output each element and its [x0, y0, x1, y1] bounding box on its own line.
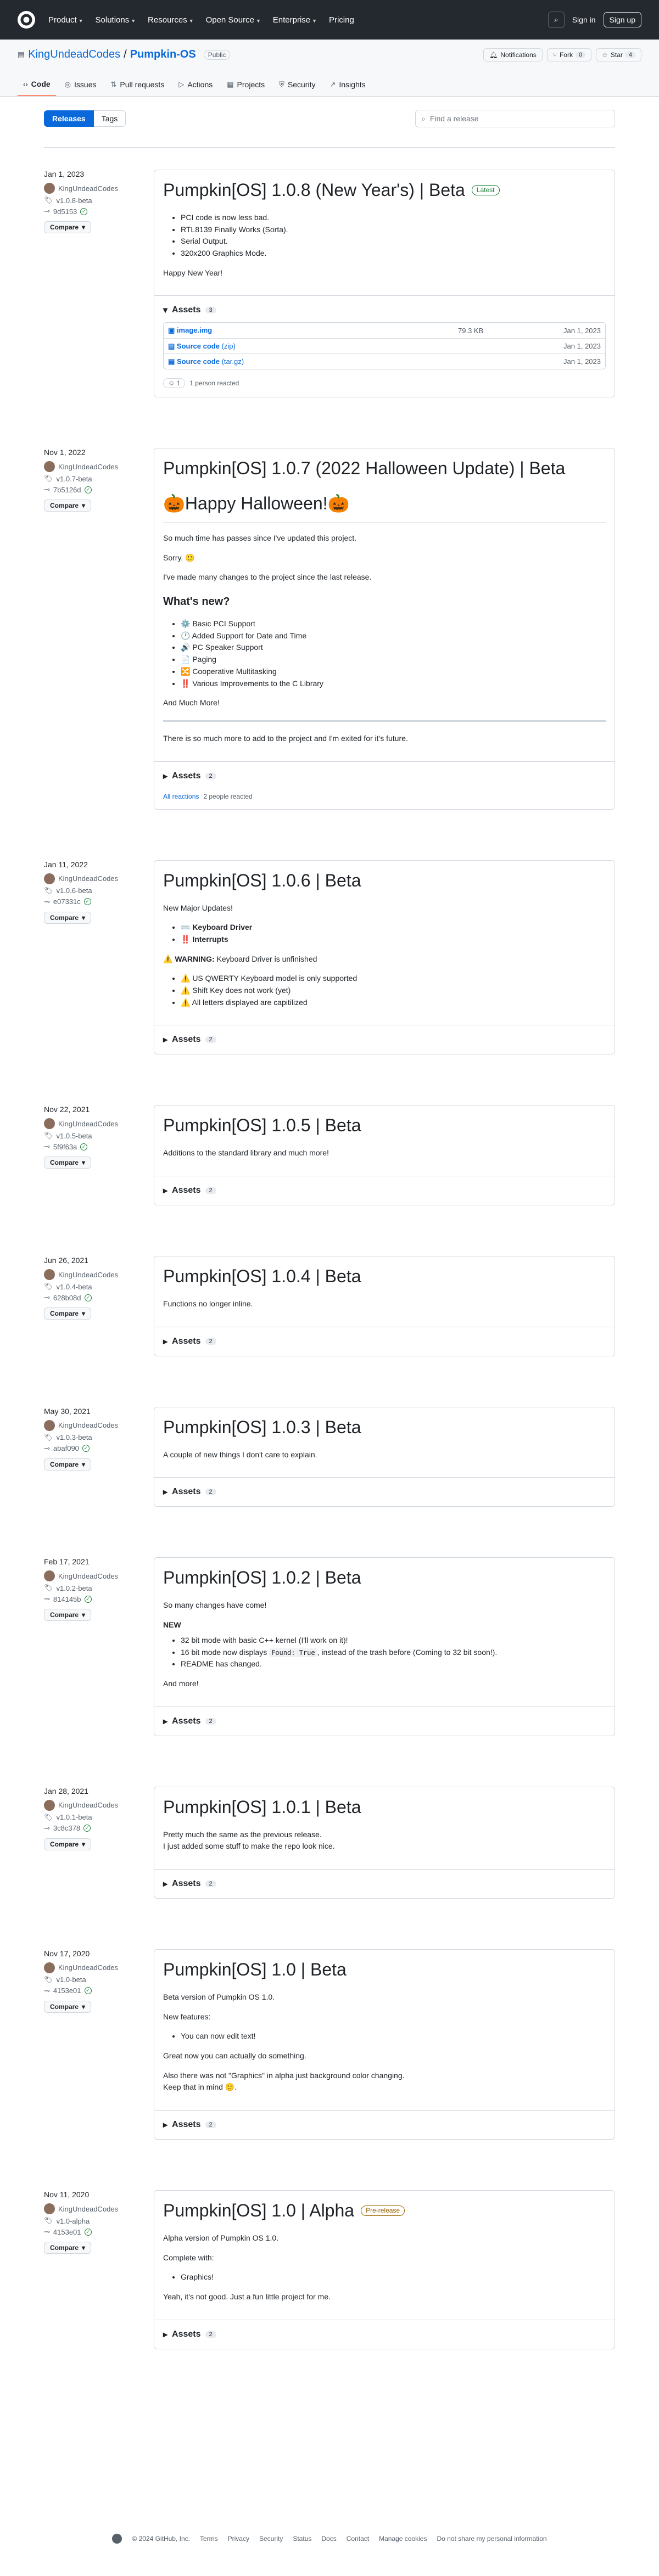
tag-link[interactable]: v1.0.1-beta: [56, 1813, 92, 1822]
commit-link[interactable]: 3c8c378: [53, 1824, 81, 1833]
release-card: [154, 170, 615, 397]
repo-icon: ▤: [18, 50, 25, 59]
avatar[interactable]: [44, 1800, 55, 1811]
compare-button[interactable]: Compare ▾: [44, 221, 91, 233]
list-item: • ‼️ Various Improvements to the C Library: [181, 678, 606, 690]
nav-solutions[interactable]: Solutions ▼: [95, 15, 136, 25]
avatar[interactable]: [44, 2203, 55, 2214]
all-reactions-link[interactable]: All reactions: [163, 792, 199, 800]
file-zip-icon: ▤: [168, 341, 175, 350]
tag-icon: 🏷︎: [44, 886, 53, 895]
compare-button[interactable]: Compare ▾: [44, 912, 91, 924]
release-title[interactable]: Pumpkin[OS] 1.0.8 (New Year's) | Beta: [163, 180, 465, 200]
commit-icon: ⊸: [44, 1293, 50, 1302]
verified-icon: ✓: [85, 486, 92, 493]
tag-link[interactable]: v1.0-alpha: [56, 2216, 90, 2225]
release-date: Jan 1, 2023: [44, 170, 85, 178]
avatar[interactable]: [44, 1570, 55, 1581]
list-item: • 16 bit mode now displays Found: True , instead of the trash before (Coming to 32 bit soon!).: [181, 1647, 606, 1659]
author-link[interactable]: KingUndeadCodes: [58, 874, 119, 883]
tag-icon: 🏷︎: [44, 2216, 53, 2225]
list-item: • 🔀 Cooperative Multitasking: [181, 666, 606, 678]
footer-link[interactable]: Status: [293, 2535, 312, 2543]
repo-owner-link[interactable]: KingUndeadCodes: [28, 48, 121, 60]
author-link[interactable]: KingUndeadCodes: [58, 462, 119, 471]
release-card: Pumpkin[OS] 1.0 | Alpha Pre-release Alpha version of Pumpkin OS 1.0. Complete with: • Graphics! Yeah, it's not good. Just a fun little project for me. ▸ Assets 2: [154, 2190, 615, 2349]
release-item: [44, 1087, 615, 1238]
list-item: • ⚠️ Shift Key does not work (yet): [181, 985, 606, 997]
release-card: Pumpkin[OS] 1.0.1 | Beta Pretty much the same as the previous release. I just added some stuff to make the repo look nice. ▸ Assets 2: [154, 1787, 615, 1899]
tag-link[interactable]: v1.0.6-beta: [56, 886, 92, 895]
author-link[interactable]: KingUndeadCodes: [58, 1572, 119, 1580]
release-card: Pumpkin[OS] 1.0.6 | Beta New Major Updates! • ⌨️ Keyboard Driver • ‼️ Interrupts ⚠️ WARNING: Keyboard Driver is unfinished • ⚠️ US QWERTY Keyboard model is only supported • ⚠️ Shift Key does not work (yet) • ⚠️ All letters displayed are capitilized ▸ Assets 2: [154, 860, 615, 1055]
tab-issues[interactable]: ◎ Issues: [64, 80, 97, 89]
avatar[interactable]: [44, 461, 55, 472]
release-date: Nov 11, 2020: [44, 2190, 90, 2199]
compare-button[interactable]: Compare ▾: [44, 1838, 91, 1850]
list-item: • Graphics!: [181, 2271, 606, 2283]
commit-icon: ⊸: [44, 207, 50, 215]
global-header: [0, 0, 659, 40]
list-item: • 📄 Paging: [181, 654, 606, 666]
tag-icon: 🏷︎: [44, 1282, 53, 1291]
verified-icon: ✓: [82, 1445, 90, 1452]
commit-icon: ⊸: [44, 1142, 50, 1151]
file-zip-icon: ▤: [168, 357, 175, 366]
release-item: [44, 430, 615, 842]
tag-link[interactable]: v1.0.2-beta: [56, 1584, 92, 1592]
repo-tabs: [18, 75, 371, 96]
verified-icon: ✓: [80, 1143, 87, 1150]
verified-icon: ✓: [85, 2229, 92, 2236]
footer-link[interactable]: Security: [259, 2535, 283, 2543]
site-footer: © 2024 GitHub, Inc. Terms Privacy Security Status Docs Contact Manage cookies Do not share my personal information: [0, 2534, 659, 2544]
actions-icon: ▷: [178, 80, 185, 88]
asset-row: ▤ Source code (zip) Jan 1, 2023: [164, 338, 605, 353]
search-icon[interactable]: ⌕: [548, 12, 565, 28]
release-title[interactable]: Pumpkin[OS] 1.0 | Alpha: [163, 2201, 355, 2221]
pr-icon: ⇅: [110, 80, 117, 88]
release-title[interactable]: Pumpkin[OS] 1.0.3 | Beta: [163, 1417, 361, 1437]
tag-icon: 🏷︎: [44, 1433, 53, 1441]
verified-icon: ✓: [83, 1825, 91, 1832]
author-link[interactable]: KingUndeadCodes: [58, 1270, 119, 1279]
release-card: Pumpkin[OS] 1.0.3 | Beta A couple of new things I don't care to explain. ▸ Assets 2: [154, 1407, 615, 1507]
release-card: Pumpkin[OS] 1.0.7 (2022 Halloween Update) | Beta 🎃Happy Halloween!🎃 So much time has passes since I've updated this project. Sorry. 🙁 I've made many changes to the project since the last release. What's new? • ⚙️ Basic PCI Support • 🕐 Added Support for Date and Time • 🔊 PC Speaker Support • 📄 Paging • 🔀 Cooperative Multitasking • ‼️ Various Improvements to the C Library And Much More! There is so much more to add to the project and I'm exited for it's future. ▸ Assets 2 All reactions 2 people reacted: [154, 448, 615, 809]
release-card: Pumpkin[OS] 1.0.5 | Beta Additions to the standard library and much more! ▸ Assets 2: [154, 1105, 615, 1205]
commit-icon: ⊸: [44, 1444, 50, 1452]
commit-link[interactable]: 814145b: [53, 1595, 81, 1603]
compare-button[interactable]: Compare ▾: [44, 500, 91, 512]
list-item: • PCI code is now less bad.: [181, 212, 606, 224]
release-item: [44, 1238, 615, 1389]
commit-icon: ⊸: [44, 1986, 50, 1995]
footer-link[interactable]: Contact: [346, 2535, 370, 2543]
repo-name-link[interactable]: Pumpkin-OS: [130, 48, 196, 60]
repo-header: ▤ KingUndeadCodes / Pumpkin-OS Public 🔔︎ Notifications ⑂ Fork 0 ☆ Star 4 ‹› Code ◎ Issues ⇅ Pull requests ▷ Actions ▦ Projects ⛨ Security ↗ Insights: [0, 40, 659, 97]
shield-icon: ⛨: [279, 80, 284, 88]
nav-pricing[interactable]: Pricing: [328, 15, 354, 25]
compare-button[interactable]: Compare ▾: [44, 2242, 91, 2254]
compare-button[interactable]: Compare ▾: [44, 2001, 91, 2013]
release-date: Jan 11, 2022: [44, 860, 88, 869]
tag-icon: 🏷︎: [44, 474, 53, 483]
release-date: Nov 22, 2021: [44, 1105, 90, 1114]
release-date: May 30, 2021: [44, 1406, 91, 1416]
release-item: [44, 2173, 615, 2349]
tag-link[interactable]: v1.0.4-beta: [56, 1282, 92, 1291]
release-item: [44, 1540, 615, 1769]
author-link[interactable]: KingUndeadCodes: [58, 2204, 119, 2213]
compare-button[interactable]: Compare ▾: [44, 1609, 91, 1621]
sign-up-button[interactable]: Sign up: [604, 12, 641, 27]
release-item: [44, 1389, 615, 1540]
release-title[interactable]: Pumpkin[OS] 1.0.4 | Beta: [163, 1266, 361, 1287]
commit-icon: ⊸: [44, 2227, 50, 2236]
list-item: • RTL8139 Finally Works (Sorta).: [181, 224, 606, 236]
tag-icon: 🏷︎: [44, 1812, 53, 1821]
commit-icon: ⊸: [44, 1595, 50, 1603]
main-nav: [48, 15, 364, 25]
verified-icon: ✓: [84, 898, 91, 905]
avatar[interactable]: [44, 1269, 55, 1280]
list-item: • ⌨️ Keyboard Driver: [181, 922, 606, 934]
assets-toggle[interactable]: ▸ Assets 2: [163, 1486, 606, 1497]
footer-link[interactable]: Docs: [321, 2535, 337, 2543]
bell-icon: 🔔︎: [489, 51, 498, 59]
assets-list: [163, 322, 606, 369]
commit-icon: ⊸: [44, 485, 50, 494]
projects-icon: ▦: [227, 80, 234, 88]
author-link[interactable]: KingUndeadCodes: [58, 184, 119, 193]
tag-link[interactable]: v1.0.8-beta: [56, 196, 92, 205]
asset-row: ▤ Source code (tar.gz) Jan 1, 2023: [164, 353, 605, 369]
github-logo-icon[interactable]: [112, 2534, 122, 2544]
tag-icon: 🏷︎: [44, 196, 53, 204]
release-title[interactable]: Pumpkin[OS] 1.0 | Beta: [163, 1959, 347, 1979]
star-button[interactable]: ☆ Star 4: [596, 48, 641, 61]
footer-link[interactable]: Privacy: [227, 2535, 249, 2543]
tag-link[interactable]: v1.0.5-beta: [56, 1131, 92, 1140]
assets-toggle[interactable]: ▸ Assets 2: [163, 771, 606, 782]
list-item: • 32 bit mode with basic C++ kernel (I'll work on it)!: [181, 1635, 606, 1647]
compare-button[interactable]: Compare ▾: [44, 1157, 91, 1169]
list-item: • README has changed.: [181, 1658, 606, 1670]
commit-link[interactable]: 5f9f63a: [53, 1142, 77, 1151]
list-item: • ⚙️ Basic PCI Support: [181, 618, 606, 630]
verified-icon: ✓: [85, 1294, 92, 1301]
commit-link[interactable]: 7b5126d: [53, 485, 81, 494]
compare-button[interactable]: Compare ▾: [44, 1307, 91, 1320]
release-date: Feb 17, 2021: [44, 1557, 90, 1567]
issue-icon: ◎: [64, 80, 71, 88]
author-link[interactable]: KingUndeadCodes: [58, 1421, 119, 1430]
assets-toggle[interactable]: ▸ Assets 2: [163, 2119, 606, 2130]
release-item: [44, 1932, 615, 2173]
assets-toggle[interactable]: ▸ Assets 2: [163, 1716, 606, 1727]
release-title[interactable]: Pumpkin[OS] 1.0.5 | Beta: [163, 1115, 361, 1136]
commit-link[interactable]: 4153e01: [53, 2227, 81, 2236]
verified-icon: ✓: [80, 208, 87, 215]
commit-link[interactable]: 628b08d: [53, 1293, 81, 1302]
star-icon: ☆: [602, 51, 608, 59]
author-link[interactable]: KingUndeadCodes: [58, 1801, 119, 1810]
find-release-input[interactable]: ⌕ Find a release: [415, 110, 615, 127]
author-link[interactable]: KingUndeadCodes: [58, 1963, 119, 1972]
tags-tab[interactable]: Tags: [94, 110, 126, 127]
tag-link[interactable]: v1.0.3-beta: [56, 1433, 92, 1442]
releases-tab[interactable]: Releases: [44, 110, 94, 127]
latest-badge: Latest: [472, 185, 500, 195]
tag-link[interactable]: v1.0.7-beta: [56, 474, 92, 483]
assets-toggle[interactable]: ▸ Assets 2: [163, 1336, 606, 1347]
footer-link[interactable]: Manage cookies: [379, 2535, 427, 2543]
nav-enterprise[interactable]: Enterprise ▼: [272, 15, 317, 25]
asset-row: ▣ image.img 79.3 KB Jan 1, 2023: [168, 326, 601, 335]
footer-link[interactable]: Terms: [199, 2535, 218, 2543]
avatar[interactable]: [44, 1118, 55, 1129]
tag-icon: 🏷︎: [44, 1975, 53, 1984]
list-item: • ‼️ Interrupts: [181, 934, 606, 946]
release-date: Nov 1, 2022: [44, 448, 86, 457]
release-item: [44, 1769, 615, 1932]
release-date: Jun 26, 2021: [44, 1256, 88, 1265]
footer-link[interactable]: Do not share my personal information: [437, 2535, 547, 2543]
nav-resources[interactable]: Resources ▼: [148, 15, 194, 25]
tab-code[interactable]: ‹› Code: [18, 75, 56, 96]
avatar[interactable]: [44, 183, 55, 194]
release-card: Pumpkin[OS] 1.0.2 | Beta So many changes have come! NEW • 32 bit mode with basic C++ kernel (I'll work on it)! • 16 bit mode now displays Found: True , instead of the trash before (Coming to 32 bit soon!). • README has changed. And more! ▸ Assets 2: [154, 1557, 615, 1736]
release-card: Pumpkin[OS] 1.0.4 | Beta Functions no longer inline. ▸ Assets 2: [154, 1256, 615, 1356]
release-date: Nov 17, 2020: [44, 1949, 90, 1958]
smiley-icon: ☺: [168, 379, 175, 388]
reaction-summary: 2 people reacted: [203, 792, 253, 800]
release-title[interactable]: Pumpkin[OS] 1.0.1 | Beta: [163, 1797, 361, 1817]
compare-button[interactable]: Compare ▾: [44, 1458, 91, 1471]
tag-icon: 🏷︎: [44, 1584, 53, 1592]
assets-toggle[interactable]: ▸ Assets 2: [163, 1878, 606, 1889]
release-item: [44, 148, 615, 430]
commit-link[interactable]: abaf090: [53, 1444, 79, 1453]
release-title[interactable]: Pumpkin[OS] 1.0.7 (2022 Halloween Update) | Beta: [163, 458, 566, 479]
assets-toggle[interactable]: ▸ Assets 2: [163, 1034, 606, 1045]
avatar[interactable]: [44, 873, 55, 884]
commit-link[interactable]: 4153e01: [53, 1986, 81, 1995]
commit-icon: ⊸: [44, 897, 50, 906]
tab-security[interactable]: ⛨ Security: [279, 80, 316, 89]
reaction-summary: 1 person reacted: [189, 379, 239, 388]
avatar[interactable]: [44, 1420, 55, 1431]
tag-link[interactable]: v1.0-beta: [56, 1976, 86, 1984]
visibility-badge: Public: [204, 50, 231, 60]
tab-actions[interactable]: ▷ Actions: [178, 80, 213, 89]
code-icon: ‹›: [23, 80, 28, 88]
warning-text: ⚠️ WARNING: Keyboard Driver is unfinished: [163, 954, 317, 963]
release-date: Jan 28, 2021: [44, 1786, 88, 1795]
release-title[interactable]: Pumpkin[OS] 1.0.6 | Beta: [163, 870, 361, 890]
release-text: Happy New Year!: [163, 268, 223, 277]
fork-icon: ⑂: [552, 51, 557, 59]
author-link[interactable]: KingUndeadCodes: [58, 1119, 119, 1128]
release-card: Pumpkin[OS] 1.0 | Beta Beta version of Pumpkin OS 1.0. New features: • You can now edit text! Great now you can actually do something. Also there was not "Graphics" in alpha just background color changing. Keep that in mind 🙂. ▸ Assets 2: [154, 1949, 615, 2140]
assets-toggle[interactable]: ▾ Assets 3: [163, 305, 606, 316]
tag-icon: 🏷︎: [44, 1131, 53, 1140]
search-icon: ⌕: [421, 114, 426, 123]
commit-icon: ⊸: [44, 1823, 50, 1832]
nav-open-source[interactable]: Open Source ▼: [205, 15, 261, 25]
tab-projects[interactable]: ▦ Projects: [227, 80, 265, 89]
graph-icon: ↗: [330, 80, 336, 88]
commit-link[interactable]: e07331c: [53, 897, 81, 906]
list-item: • Serial Output.: [181, 235, 606, 248]
releases-tags-toggle: [44, 110, 126, 127]
sign-in-link[interactable]: Sign in: [572, 15, 596, 24]
commit-link[interactable]: 9d5153: [53, 207, 77, 216]
list-item: • ⚠️ US QWERTY Keyboard model is only supported: [181, 973, 606, 985]
assets-toggle[interactable]: ▸ Assets 2: [163, 1185, 606, 1196]
list-item: • 320x200 Graphics Mode.: [181, 248, 606, 260]
release-heading: 🎃Happy Halloween!🎃: [163, 490, 606, 523]
github-logo-icon[interactable]: [18, 11, 35, 29]
avatar[interactable]: [44, 1962, 55, 1973]
list-item: • 🕐 Added Support for Date and Time: [181, 630, 606, 642]
fork-button[interactable]: ⑂ Fork 0: [547, 48, 591, 61]
release-title[interactable]: Pumpkin[OS] 1.0.2 | Beta: [163, 1568, 361, 1588]
reaction-button[interactable]: ☺ 1: [163, 378, 185, 388]
pre-release-badge: Pre-release: [361, 2205, 405, 2216]
package-icon: ▣: [168, 326, 175, 335]
verified-icon: ✓: [85, 1596, 92, 1603]
assets-toggle[interactable]: ▸ Assets 2: [163, 2329, 606, 2340]
list-item: • ⚠️ All letters displayed are capitilized: [181, 997, 606, 1009]
verified-icon: ✓: [85, 1987, 92, 1994]
list-item: • You can now edit text!: [181, 2030, 606, 2042]
tab-insights[interactable]: ↗ Insights: [330, 80, 366, 89]
tab-pull-requests[interactable]: ⇅ Pull requests: [110, 80, 165, 89]
nav-product[interactable]: Product ▼: [48, 15, 83, 25]
list-item: • 🔊 PC Speaker Support: [181, 642, 606, 654]
notifications-button[interactable]: 🔔︎ Notifications: [483, 48, 543, 61]
release-item: [44, 843, 615, 1088]
